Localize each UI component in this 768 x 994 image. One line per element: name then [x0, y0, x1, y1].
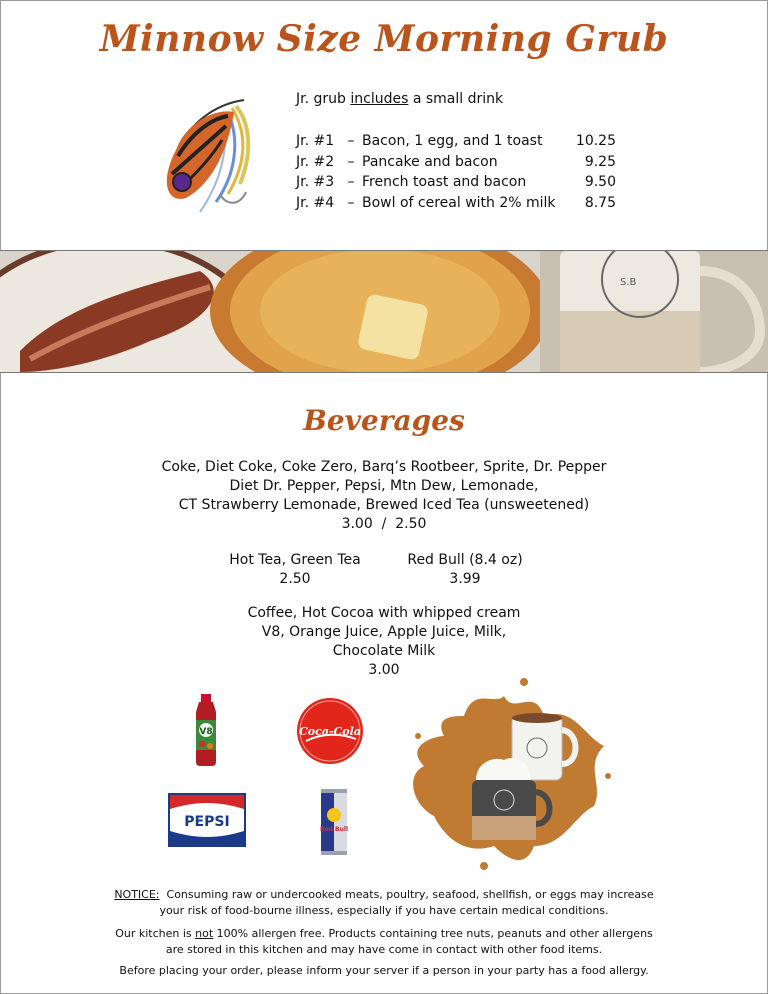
jr-item-description: Pancake and bacon [362, 153, 498, 170]
jr-item [296, 131, 616, 152]
v8-bottle-image [190, 694, 222, 766]
jr-item-number: Jr. #1 [296, 133, 335, 150]
jr-item-number: Jr. #4 [296, 194, 335, 211]
allergen-notice-underlined: not [195, 927, 214, 940]
beverage-line: CT Strawberry Lemonade, Brewed Iced Tea (unsweetened) [178, 497, 590, 513]
jr-item-price: 9.50 [584, 174, 616, 191]
jr-intro-prefix: Jr. grub [296, 91, 351, 107]
beverage-price: 2.50 [279, 571, 311, 587]
beverage-price: 3.00 [368, 662, 400, 678]
jr-item [296, 152, 616, 173]
fishing-fly-illustration [156, 94, 256, 218]
beverage-price: 3.99 [449, 571, 481, 587]
coke-logo-text: Coca-Cola [299, 725, 361, 738]
jr-item-description: French toast and bacon [362, 174, 527, 191]
beverage-line: V8, Orange Juice, Apple Juice, Milk, [261, 624, 507, 640]
jr-item-description: Bowl of cereal with 2% milk [362, 194, 556, 211]
jr-intro-suffix: a small drink [408, 91, 504, 107]
jr-grub-section [296, 91, 616, 213]
coca-cola-logo [296, 697, 364, 765]
jr-intro-underlined: includes [350, 91, 409, 107]
red-bull-can-image [318, 787, 350, 857]
allergen-notice-prefix: Our kitchen is [115, 927, 196, 940]
beverage-line: Chocolate Milk [332, 643, 436, 659]
beverage-group-sodas [0, 458, 768, 534]
notice-label: NOTICE: [114, 888, 160, 901]
beverage-group-tea [210, 551, 380, 589]
jr-intro [296, 91, 616, 109]
jr-item-number: Jr. #3 [296, 174, 335, 191]
beverage-line: Coffee, Hot Cocoa with whipped cream [247, 605, 521, 621]
jr-item-price: 8.75 [584, 194, 616, 211]
beverage-line: Diet Dr. Pepper, Pepsi, Mtn Dew, Lemonade, [229, 478, 539, 494]
jr-item-price: 10.25 [575, 133, 616, 150]
allergy-inform-notice: Before placing your order, please inform your server if a person in your party has a food allergy. [119, 964, 649, 977]
pepsi-logo [168, 793, 246, 847]
menu-title: Minnow Size Morning Grub [99, 18, 669, 60]
beverage-price: 3.00 / 2.50 [341, 516, 427, 532]
breakfast-photo [0, 250, 768, 373]
red-bull-text: Red Bull [319, 826, 349, 833]
mug-text: S.B [620, 277, 637, 288]
dash: – [347, 174, 355, 191]
beverage-line: Coke, Diet Coke, Coke Zero, Barq’s Rootbeer, Sprite, Dr. Pepper [161, 459, 607, 475]
hot-cocoa-mugs-image [404, 676, 614, 872]
beverage-group-hot-and-juice [0, 604, 768, 680]
v8-label: V8 [199, 727, 213, 737]
allergen-notice [110, 926, 658, 958]
jr-item-description: Bacon, 1 egg, and 1 toast [362, 133, 543, 150]
beverage-line: Hot Tea, Green Tea [229, 552, 361, 568]
beverages-title: Beverages [303, 404, 465, 437]
jr-item [296, 193, 616, 214]
food-safety-notice [110, 887, 658, 919]
dash: – [347, 153, 355, 170]
jr-item-price: 9.25 [584, 153, 616, 170]
beverage-group-redbull [395, 551, 535, 589]
notice-text: Consuming raw or undercooked meats, poultry, seafood, shellfish, or eggs may increase your risk of food-bourne illness, especially if you have certain medical conditions. [159, 888, 658, 917]
jr-item-number: Jr. #2 [296, 153, 335, 170]
jr-item [296, 172, 616, 193]
allergen-notice-suffix: 100% allergen free. Products containing tree nuts, peanuts and other allergens are stored in this kitchen and may have come in contact with other food items. [165, 927, 653, 956]
pepsi-logo-text: PEPSI [184, 814, 230, 830]
dash: – [347, 133, 355, 150]
beverage-line: Red Bull (8.4 oz) [407, 552, 523, 568]
dash: – [347, 194, 355, 211]
